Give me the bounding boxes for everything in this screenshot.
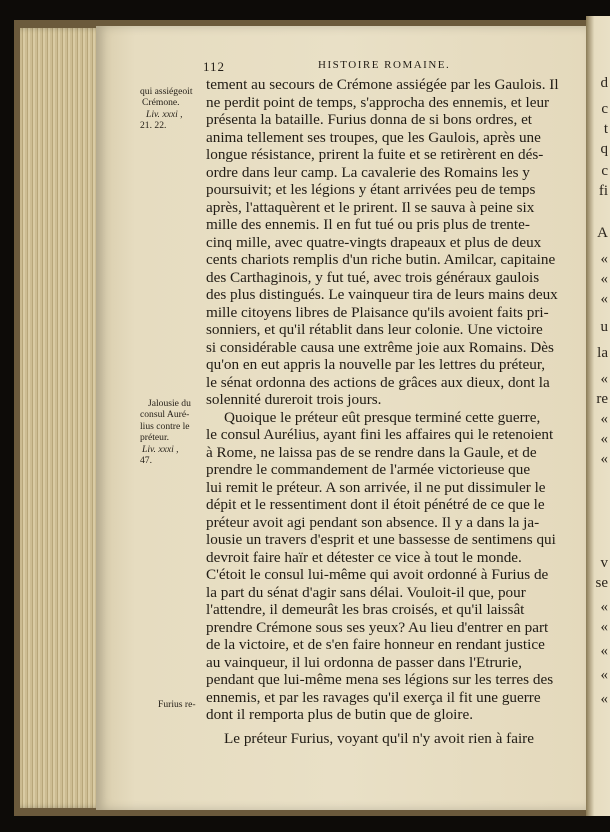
text-line: Quoique le préteur eût presque terminé cette guerre, xyxy=(224,408,541,426)
text-line: prendre le commandement de l'armée victorieuse que xyxy=(206,461,531,478)
facing-page-edge xyxy=(586,16,610,816)
margin-note-line: consul Auré- xyxy=(140,409,190,421)
facing-page-fragment: se xyxy=(595,575,608,591)
facing-page-fragment: c xyxy=(601,163,608,179)
text-line: après, l'attaquèrent et le prirent. Il se sauva à peine six xyxy=(206,198,535,216)
text-line: sonniers, et qu'il rétablit dans leur colonie. Une victoire xyxy=(206,321,543,338)
text-line: mille citoyens libres de Plaisance qu'ils avoient faits pri- xyxy=(206,303,549,321)
facing-page-fragment: v xyxy=(600,555,608,571)
text-line: l'attendre, il demeurât les bras croisés, et qu'il laissât xyxy=(206,601,525,618)
facing-page-fragment: « xyxy=(600,599,608,615)
facing-page-fragment: « xyxy=(600,667,608,683)
facing-page-fragment: q xyxy=(600,141,608,157)
text-line: qu'on en eut appris la nouvelle par les lettres du préteur, xyxy=(206,356,546,373)
text-line: au vainqueur, il lui ordonna de passer dans l'Etrurie, xyxy=(206,653,522,671)
text-line: préteur avoit agi pendant son absence. Il y a dans la ja- xyxy=(206,513,540,531)
text-line: cents chariots remplis d'un riche butin. Amilcar, capitaine xyxy=(206,251,556,268)
text-line: lui remit le préteur. A son arrivée, il ne put dissimuler le xyxy=(206,478,546,496)
facing-page-fragment: u xyxy=(600,319,608,335)
text-line: cinq mille, avec quatre-vingts drapeaux et plus de deux xyxy=(206,233,542,251)
text-line: lousie un travers d'esprit et une bassesse de sentimens qui xyxy=(206,531,556,548)
facing-page-fragment: « xyxy=(600,691,608,707)
text-line: C'étoit le consul lui-même qui avoit ordonné à Furius de xyxy=(206,566,549,583)
text-line: pendant que lui-même mena ses légions sur les terres des xyxy=(206,671,554,688)
facing-page-fragment: fi xyxy=(598,183,608,199)
body-text xyxy=(206,76,570,747)
page-number: 112 xyxy=(203,59,226,74)
text-line: mille des ennemis. Il en fut tué ou pris plus de trente- xyxy=(206,216,530,233)
facing-page-fragment: « xyxy=(600,451,608,467)
facing-page-fragment: « xyxy=(600,371,608,387)
facing-page-fragment: « xyxy=(600,271,608,287)
facing-page-fragment: c xyxy=(601,101,608,117)
margin-note-line: lius contre le xyxy=(140,420,190,432)
text-line: tement au secours de Crémone assiégée par les Gaulois. Il xyxy=(206,76,559,93)
text-line: Le préteur Furius, voyant qu'il n'y avoit rien à faire xyxy=(224,729,534,747)
text-line: devroit faire haïr et détester ce vice à tout le monde. xyxy=(206,548,522,566)
facing-page-fragment: la xyxy=(597,345,608,361)
margin-note-line: Furius re- xyxy=(158,699,196,710)
text-line: le consul Aurélius, ayant fini les affaires qui le retenoient xyxy=(206,426,554,443)
text-line: longue résistance, prirent la fuite et se retirèrent en dés- xyxy=(206,146,544,163)
facing-page-fragment: « xyxy=(600,251,608,267)
facing-page-fragment: d xyxy=(600,75,608,91)
text-line: prendre Crémone sous ses yeux? Au lieu d'entrer en part xyxy=(206,618,549,636)
text-line: ennemis, et par les ravages qu'il exerça il fit une guerre xyxy=(206,688,541,706)
text-line: la part du sénat d'agir sans délai. Vouloit-il que, pour xyxy=(206,583,526,601)
margin-note-line: 21. 22. xyxy=(140,120,167,132)
text-line: poursuivit; et les légions y étant arrivées peu de temps xyxy=(206,181,536,198)
margin-note-line: qui assiégeoit xyxy=(140,86,193,97)
margin-note-line: Liv. xxxi , xyxy=(142,443,179,455)
margin-note-line: préteur. xyxy=(140,432,170,444)
margin-note-line: Liv. xxxi , xyxy=(146,108,183,120)
facing-page-fragment: « xyxy=(600,291,608,307)
margin-note-line: Jalousie du xyxy=(148,398,191,409)
facing-page-fragment: « xyxy=(600,619,608,635)
facing-page-fragment: re xyxy=(596,391,608,407)
margin-note-line: Crémone. xyxy=(142,97,180,109)
text-line: solennité dureroit trois jours. xyxy=(206,391,382,408)
text-line: des Carthaginois, y fut tué, avec trois généraux gaulois xyxy=(206,268,540,286)
text-line: de la victoire, et de s'en faire honneur en rendant justice xyxy=(206,636,545,653)
text-line: des plus distingués. Le vainqueur tira de leurs mains deux xyxy=(206,286,558,303)
facing-page-fragment: « xyxy=(600,431,608,447)
text-line: le sénat ordonna des actions de grâces aux dieux, dont la xyxy=(206,373,550,391)
text-line: si considérable causa une extrême joie aux Romains. Dès xyxy=(206,338,554,356)
facing-page-fragment: A xyxy=(597,225,608,241)
text-line: à Rome, ne laissa pas de se rendre dans la Gaule, et de xyxy=(206,443,537,461)
text-line: ne perdit point de temps, s'approcha des ennemis, et leur xyxy=(206,93,550,111)
running-title: HISTOIRE ROMAINE. xyxy=(318,59,451,71)
text-line: présenta la bataille. Furius donna de si bons ordres, et xyxy=(206,111,533,128)
margin-note-line: 47. xyxy=(140,455,152,467)
facing-page-fragment: « xyxy=(600,411,608,427)
facing-page-fragment: « xyxy=(600,643,608,659)
text-line: anima tellement ses troupes, que les Gaulois, après une xyxy=(206,128,541,146)
text-line: ordre dans leur camp. La cavalerie des Romains les y xyxy=(206,163,530,181)
facing-page-fragment: t xyxy=(603,121,608,137)
text-line: dont il remporta plus de butin que de gloire. xyxy=(206,706,473,723)
text-line: dépit et le ressentiment dont il étoit pénétré de ce que le xyxy=(206,496,545,513)
